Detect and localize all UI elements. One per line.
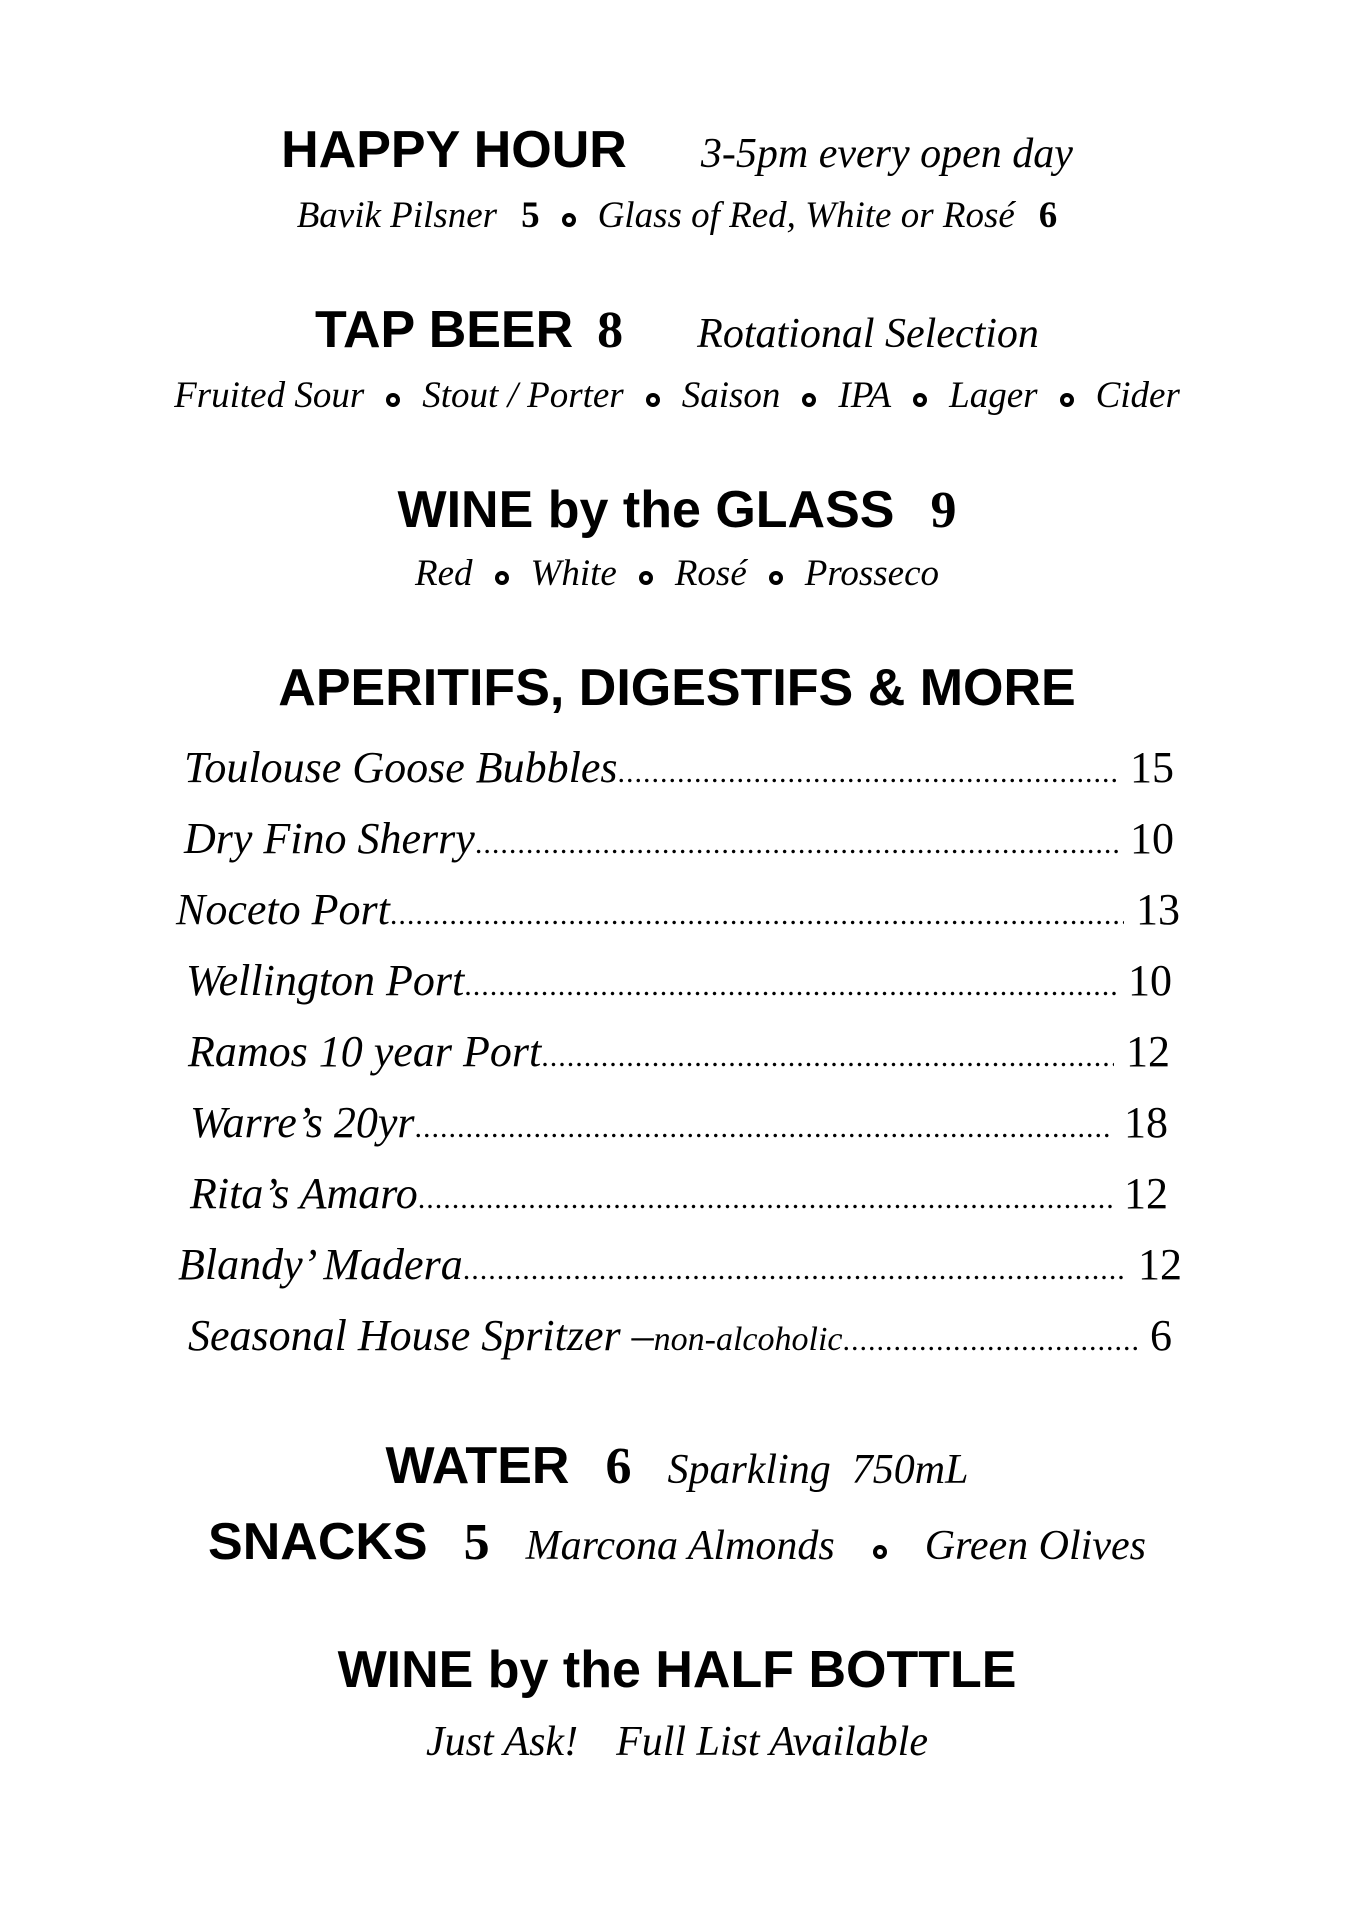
happy-hour-time: 3-5pm every open day [700,131,1073,177]
list-item [184,742,1174,798]
wine-style-item: Rosé [674,553,747,594]
tap-style-item: Lager [949,375,1038,416]
wine-style-item: Prosseco [804,553,940,594]
leader-dots [618,756,1119,790]
list-item [190,1168,1168,1224]
bullet-icon [913,393,927,407]
item-price: 10 [1128,956,1172,1005]
wine-style-item: White [530,553,617,594]
happy-hour-item-2: Glass of Red, White or Rosé [597,195,1015,236]
aperitifs-heading [0,658,1354,718]
tap-style-item: Stout / Porter [422,375,624,416]
item-name: Warre’s 20yr [190,1098,415,1147]
snacks-line [0,1512,1354,1572]
item-price: 18 [1124,1098,1168,1147]
tap-beer-title: TAP BEER [315,301,574,359]
half-bottle-subtitle [0,1718,1354,1766]
snacks-item-1: Marcona Almonds [525,1523,835,1569]
bullet-icon [802,393,816,407]
bullet-icon [386,393,400,407]
item-name: Toulouse Goose Bubbles [184,743,618,792]
item-name: Ramos 10 year Port [188,1027,542,1076]
tap-beer-heading [0,300,1354,360]
leader-dots [418,1182,1112,1216]
item-price: 15 [1130,743,1174,792]
tap-style-item: IPA [838,375,892,416]
bullet-icon [1060,393,1074,407]
happy-hour-item-2-price: 6 [1038,195,1058,236]
item-name: Noceto Port [176,885,390,934]
water-desc: Sparkling 750mL [667,1447,969,1493]
item-price: 12 [1138,1240,1182,1289]
bullet-icon [873,1545,887,1559]
item-price: 12 [1124,1169,1168,1218]
list-item [188,1026,1170,1082]
snacks-title: SNACKS [208,1513,428,1571]
item-price: 6 [1150,1311,1172,1360]
leader-dots [415,1111,1112,1145]
leader-dots [475,827,1118,861]
tap-style-item: Saison [681,375,781,416]
bullet-icon [562,213,576,227]
list-item [186,955,1172,1011]
leader-dots [541,1040,1114,1074]
bullet-icon [646,393,660,407]
list-item [188,1310,1172,1366]
item-name: Wellington Port [186,956,465,1005]
bullet-icon [639,571,653,585]
aperitifs-title: APERITIFS, DIGESTIFS & MORE [278,659,1076,717]
happy-hour-heading [0,120,1354,180]
list-item [176,884,1180,940]
list-item [184,813,1174,869]
happy-hour-item-1: Bavik Pilsner [296,195,498,236]
item-price: 10 [1130,814,1174,863]
wine-glass-styles [0,552,1354,595]
item-note: non-alcoholic [653,1321,843,1358]
half-bottle-subtitle-1: Just Ask! [426,1719,579,1765]
item-price: 13 [1136,885,1180,934]
half-bottle-subtitle-2: Full List Available [616,1719,928,1765]
leader-dots [464,969,1116,1003]
list-item [178,1239,1182,1295]
leader-dots [843,1324,1139,1358]
happy-hour-item-1-price: 5 [521,195,540,236]
water-title: WATER [385,1437,570,1495]
wine-glass-heading [0,480,1354,540]
water-price: 6 [605,1438,632,1495]
half-bottle-heading [0,1640,1354,1700]
item-price: 12 [1126,1027,1170,1076]
item-name: Blandy’ Madera [178,1240,463,1289]
wine-style-item: Red [414,553,473,594]
wine-glass-price: 9 [930,482,957,539]
water-line [0,1436,1354,1496]
tap-beer-price: 8 [597,302,624,359]
tap-beer-subtitle: Rotational Selection [697,311,1039,357]
bullet-icon [495,571,509,585]
item-name: Dry Fino Sherry [184,814,475,863]
item-name: Rita’s Amaro [190,1169,418,1218]
tap-beer-styles [0,374,1354,417]
snacks-price: 5 [463,1514,490,1571]
tap-style-item: Fruited Sour [174,375,365,416]
list-item [190,1097,1168,1153]
half-bottle-title: WINE by the HALF BOTTLE [337,1641,1017,1699]
happy-hour-items [0,194,1354,237]
leader-dots [463,1253,1126,1287]
tap-style-item: Cider [1095,375,1180,416]
leader-dots [390,898,1124,932]
item-name: Seasonal House Spritzer – [188,1311,654,1360]
wine-glass-title: WINE by the GLASS [397,481,895,539]
happy-hour-title: HAPPY HOUR [281,121,627,179]
bullet-icon [769,571,783,585]
snacks-item-2: Green Olives [924,1523,1146,1569]
